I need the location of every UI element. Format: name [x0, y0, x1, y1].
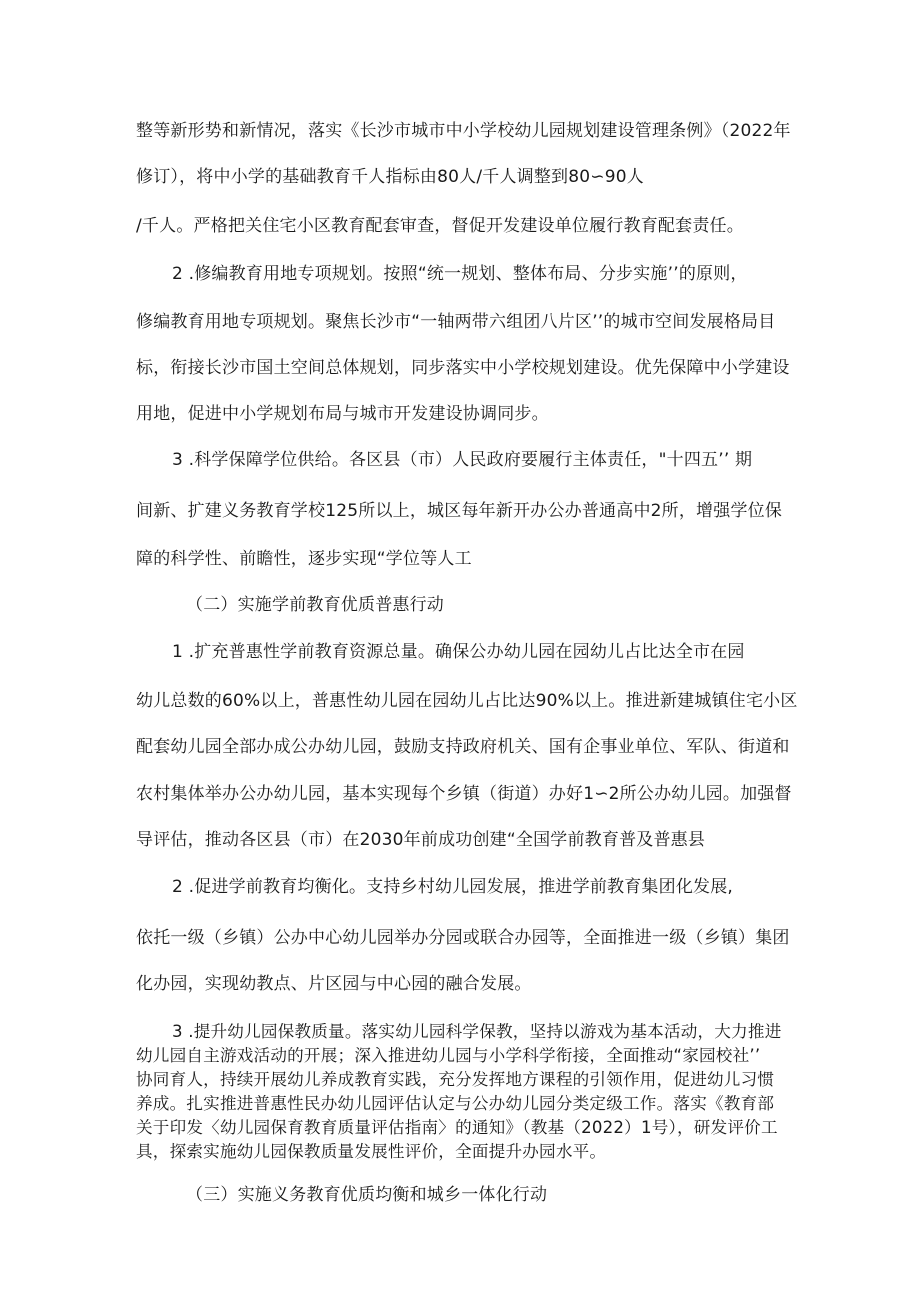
text-line: 协同育人，持续开展幼儿养成教育实践，充分发挥地方课程的引领作用，促进幼儿习惯	[136, 1070, 775, 1089]
text-line: 修编教育用地专项规划。聚焦长沙市“一轴两带六组团八片区’’的城市空间发展格局目	[136, 312, 776, 332]
text-line: 依托一级（乡镇）公办中心幼儿园举办分园或联合办园等，全面推进一级（乡镇）集团	[136, 928, 790, 948]
text-line: 配套幼儿园全部办成公办幼儿园，鼓励支持政府机关、国有企事业单位、军队、街道和	[136, 737, 790, 757]
text-line: 农村集体举办公办幼儿园，基本实现每个乡镇（街道）办好1∽2所公办幼儿园。加强督	[136, 784, 792, 804]
text-line: 幼儿园自主游戏活动的开展；深入推进幼儿园与小学科学衔接，全面推动“家园校社’’	[136, 1046, 761, 1065]
text-line: 2 .修编教育用地专项规划。按照“统一规划、整体布局、分步实施’’的原则，	[172, 264, 748, 284]
text-line: 间新、扩建义务教育学校125所以上，城区每年新开办公办普通高中2所，增强学位保	[136, 501, 783, 521]
text-line: 修订），将中小学的基础教育千人指标由80人/千人调整到80∽90人	[136, 167, 644, 187]
text-line: 1 .扩充普惠性学前教育资源总量。确保公办幼儿园在园幼儿占比达全市在园	[172, 642, 745, 662]
text-line: 标，衔接长沙市国土空间总体规划，同步落实中小学校规划建设。优先保障中小学建设	[136, 358, 790, 378]
text-line: /千人。严格把关住宅小区教育配套审查，督促开发建设单位履行教育配套责任。	[136, 216, 744, 236]
text-line: 养成。扎实推进普惠性民办幼儿园评估认定与公办幼儿园分类定级工作。落实《教育部	[136, 1094, 775, 1113]
text-line: 3 .提升幼儿园保教质量。落实幼儿园科学保教，坚持以游戏为基本活动，大力推进	[172, 1022, 782, 1041]
text-line: 幼儿总数的60%以上，普惠性幼儿园在园幼儿占比达90%以上。推进新建城镇住宅小区	[136, 691, 798, 711]
text-line: 障的科学性、前瞻性，逐步实现“学位等人工	[136, 549, 472, 569]
text-line: 整等新形势和新情况，落实《长沙市城市中小学校幼儿园规划建设管理条例》（2022年	[136, 121, 791, 141]
text-line: 3 .科学保障学位供给。各区县（市）人民政府要履行主体责任，"十四五’’ 期	[172, 450, 753, 470]
section-heading: （三）实施义务教育优质均衡和城乡一体化行动	[186, 1185, 548, 1205]
text-line: 关于印发〈幼儿园保育教育质量评估指南〉的通知》（教基（2022）1号），研发评价工	[136, 1118, 778, 1137]
text-line: 化办园，实现幼教点、片区园与中心园的融合发展。	[136, 974, 532, 994]
section-heading: （二）实施学前教育优质普惠行动	[186, 595, 444, 615]
text-line: 2 .促进学前教育均衡化。支持乡村幼儿园发展，推进学前教育集团化发展,	[172, 877, 734, 897]
text-line: 用地，促进中小学规划布局与城市开发建设协调同步。	[136, 404, 549, 424]
text-line: 具，探索实施幼儿园保教质量发展性评价，全面提升办园水平。	[136, 1142, 607, 1161]
text-line: 导评估，推动各区县（市）在2030年前成功创建“全国学前教育普及普惠县	[136, 830, 706, 850]
